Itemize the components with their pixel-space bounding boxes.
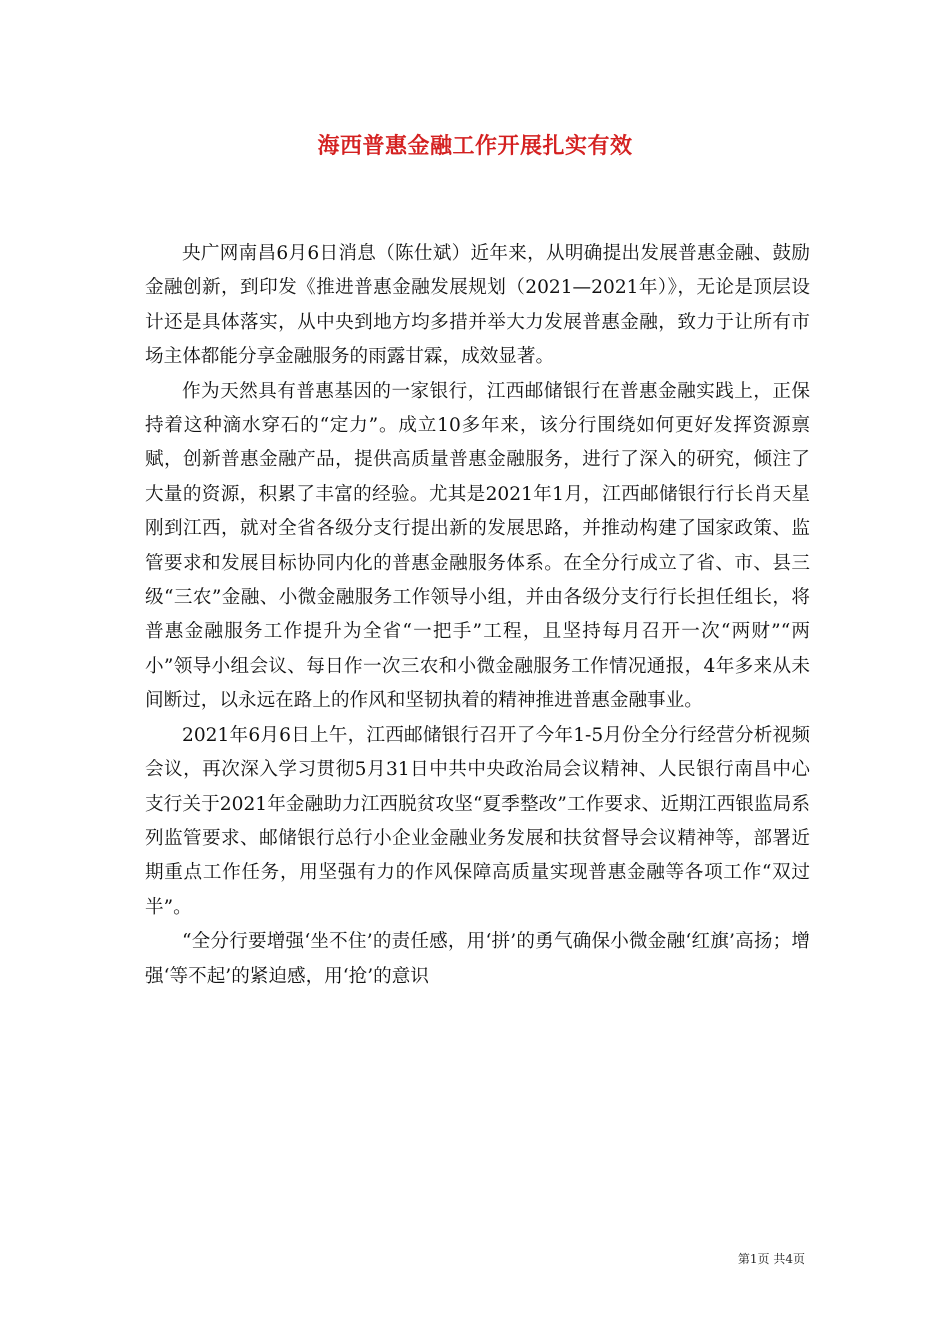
document-title: 海西普惠金融工作开展扎实有效	[317, 133, 633, 159]
paragraph-3: 2021年6月6日上午，江西邮储银行召开了今年1-5月份全分行经营分析视频会议，再次深入学习贯彻5月31日中共中央政治局会议精神、人民银行南昌中心支行关于2021年金融助力江西脱贫攻坚“夏季整改”工作要求、近期江西银监局系列监管要求、邮储银行总行小企业金融业务发展和扶贫督导会议精神等，部署近期重点工作任务，用坚强有力的作风保障高质量实现普惠金融等各项工作“双过半”。	[145, 724, 810, 918]
paragraph-2: 作为天然具有普惠基因的一家银行，江西邮储银行在普惠金融实践上，正保持着这种滴水穿石的“定力”。成立10多年来，该分行围绕如何更好发挥资源禀赋，创新普惠金融产品，提供高质量普惠金融服务，进行了深入的研究，倾注了大量的资源，积累了丰富的经验。尤其是2021年1月，江西邮储银行行长肖天星刚到江西，就对全省各级分支行提出新的发展思路，并推动构建了国家政策、监管要求和发展目标协同内化的普惠金融服务体系。在全分行成立了省、市、县三级“三农”金融、小微金融服务工作领导小组，并由各级分支行行长担任组长，将普惠金融服务工作提升为全省“一把手”工程，且坚持每月召开一次“两财”“两小”领导小组会议、每日作一次三农和小微金融服务工作情况通报，4年多来从未间断过，以永远在路上的作风和坚韧执着的精神推进普惠金融事业。	[145, 380, 810, 712]
paragraph-1: 央广网南昌6月6日消息（陈仕斌）近年来，从明确提出发展普惠金融、鼓励金融创新，到印发《推进普惠金融发展规划（2021—2021年）》，无论是顶层设计还是具体落实，从中央到地方均多措并举大力发展普惠金融，致力于让所有市场主体都能分享金融服务的雨露甘霖，成效显著。	[145, 243, 810, 368]
document-body	[145, 237, 810, 994]
paragraph-4: “全分行要增强‘坐不住’的责任感，用‘拼’的勇气确保小微金融‘红旗’高扬；增强‘等不起’的紧迫感，用‘抢’的意识	[145, 931, 810, 987]
page-number-footer: 第1页 共4页	[737, 1252, 805, 1266]
